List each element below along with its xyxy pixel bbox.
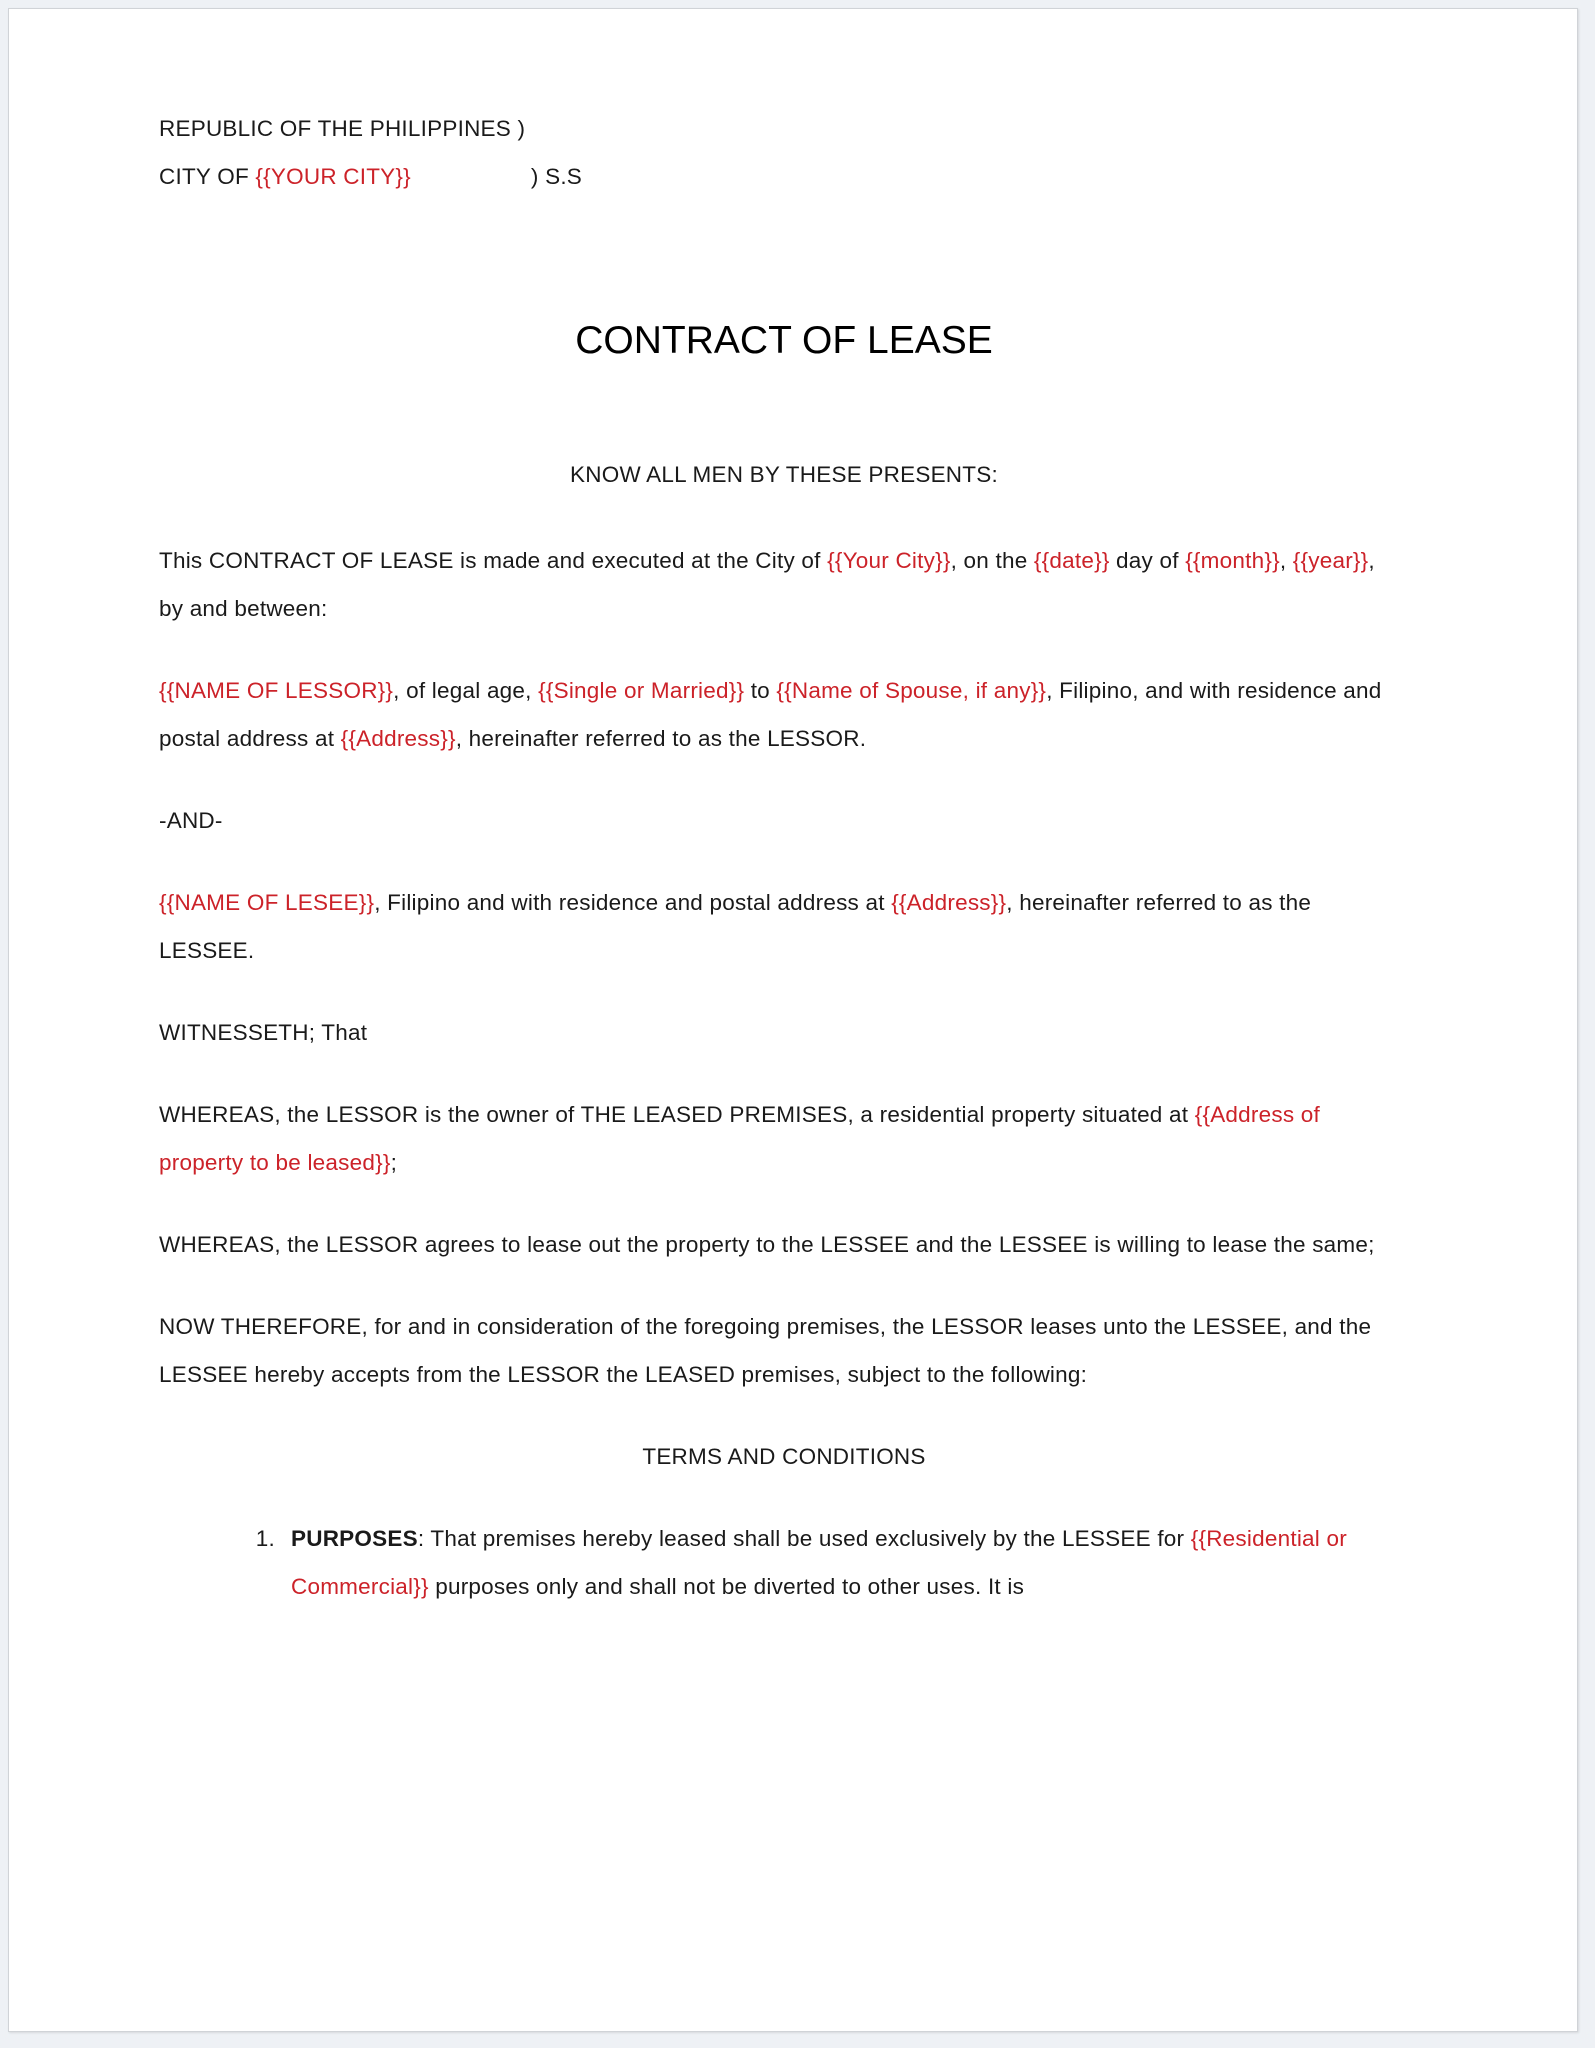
terms-heading-block <box>159 1433 1409 1481</box>
intro-paragraph <box>159 537 1391 633</box>
document-subtitle: KNOW ALL MEN BY THESE PRESENTS: <box>570 462 998 487</box>
lessee-paragraph <box>159 879 1391 975</box>
intro-year-placeholder: {{year}} <box>1292 548 1369 573</box>
list-item <box>235 1515 1409 1611</box>
ss-marker: ) S.S <box>530 164 583 189</box>
document-body <box>159 105 1409 1641</box>
and-separator: -AND- <box>159 808 223 833</box>
city-line <box>159 153 1409 201</box>
term-1-part-2: purposes only and shall not be diverted to other uses. It is <box>428 1574 1025 1599</box>
lessee-name-placeholder: {{NAME OF LESEE}} <box>159 890 375 915</box>
intro-city-placeholder: {{Your City}} <box>827 548 951 573</box>
intro-part-1: This CONTRACT OF LEASE is made and executed at the City of <box>159 548 828 573</box>
terms-and-conditions-heading: TERMS AND CONDITIONS <box>642 1444 926 1469</box>
lessor-part-3: , Filipino, and with residence and postal address at <box>159 678 1382 751</box>
lessor-paragraph <box>159 667 1391 763</box>
page-title: CONTRACT OF LEASE <box>575 319 993 362</box>
lessee-address-placeholder: {{Address}} <box>891 890 1007 915</box>
whereas-paragraph-2: WHEREAS, the LESSOR agrees to lease out the property to the LESSEE and the LESSEE is willing to lease the same; <box>159 1232 1375 1257</box>
document-page <box>8 8 1578 2032</box>
term-title-purposes: PURPOSES <box>291 1526 418 1551</box>
whereas-paragraph-1 <box>159 1091 1391 1187</box>
term-1-part-1: : That premises hereby leased shall be used exclusively by the LESSEE for <box>417 1526 1191 1551</box>
jurat-block <box>159 105 1409 201</box>
republic-text: REPUBLIC OF THE PHILIPPINES ) <box>159 116 526 141</box>
lessee-part-2: , hereinafter referred to as the LESSEE. <box>159 890 1312 963</box>
intro-date-placeholder: {{date}} <box>1033 548 1110 573</box>
whereas-1-part-2: ; <box>390 1150 398 1175</box>
witnesseth-line: WITNESSETH; That <box>159 1020 368 1045</box>
lessor-address-placeholder: {{Address}} <box>340 726 456 751</box>
intro-part-3: day of <box>1109 548 1186 573</box>
lessor-civil-status-placeholder: {{Single or Married}} <box>538 678 745 703</box>
list-item-number: 1. <box>255 1526 275 1551</box>
republic-line <box>159 105 1409 153</box>
whereas-1-address-placeholder: {{Address of property to be leased}} <box>159 1102 1321 1175</box>
title-block <box>159 315 1409 367</box>
lessor-spouse-placeholder: {{Name of Spouse, if any}} <box>776 678 1047 703</box>
subtitle-block <box>159 451 1409 499</box>
now-therefore-paragraph: NOW THEREFORE, for and in consideration of the foregoing premises, the LESSOR leases unto the LESSEE, and the LESSEE hereby accepts from the LESSOR the LEASED premises, subject to the following: <box>159 1314 1372 1387</box>
lessee-part-1: , Filipino and with residence and postal address at <box>374 890 892 915</box>
whereas-1-part-1: WHEREAS, the LESSOR is the owner of THE LEASED PREMISES, a residential property situated at <box>159 1102 1195 1127</box>
city-label: CITY OF <box>159 164 256 189</box>
intro-part-4: , <box>1279 548 1293 573</box>
intro-month-placeholder: {{month}} <box>1185 548 1280 573</box>
term-1-use-placeholder: {{Residential or Commercial}} <box>291 1526 1347 1599</box>
city-placeholder: {{YOUR CITY}} <box>255 164 411 189</box>
lessor-part-2: to <box>744 678 777 703</box>
intro-part-5: , by and between: <box>159 548 1375 621</box>
lessor-name-placeholder: {{NAME OF LESSOR}} <box>159 678 394 703</box>
terms-list <box>159 1515 1409 1611</box>
lessor-part-4: , hereinafter referred to as the LESSOR. <box>455 726 867 751</box>
intro-part-2: , on the <box>950 548 1034 573</box>
lessor-part-1: , of legal age, <box>393 678 539 703</box>
